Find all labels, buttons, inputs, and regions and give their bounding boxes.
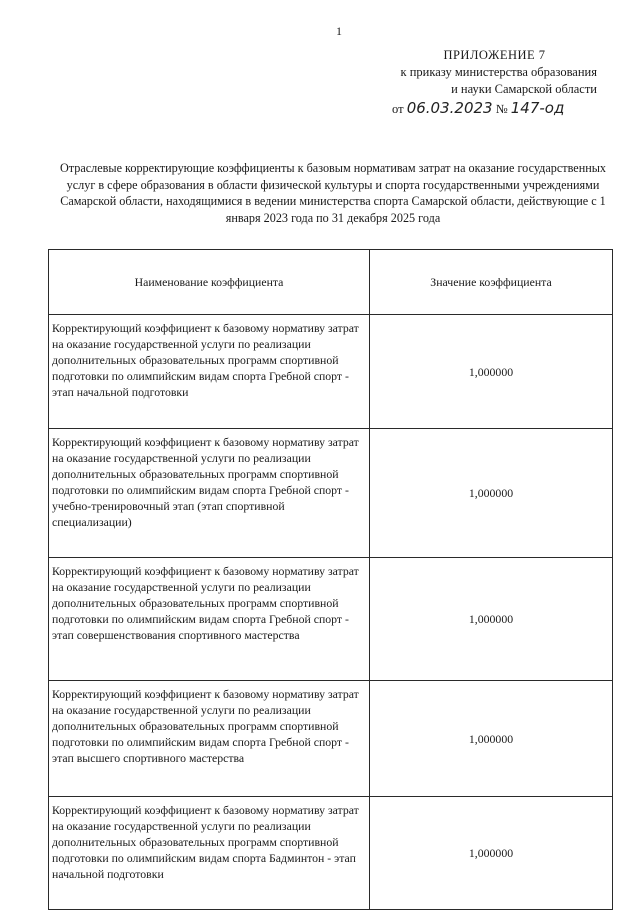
table-row [49, 797, 613, 910]
coefficient-name: Корректирующий коэффициент к базовому нормативу затрат на оказание государственной услуги по реализации дополнительных образовательных программ спортивной подготовки по олимпийским видам спорта Гребной спорт - этап высшего спортивного мастерства [49, 681, 370, 797]
table-row [49, 429, 613, 558]
coefficients-table [48, 249, 613, 910]
coefficient-value: 1,000000 [370, 797, 613, 910]
appendix-title: ПРИЛОЖЕНИЕ 7 [443, 48, 546, 62]
appendix-block [392, 47, 597, 98]
table-header-row [49, 250, 613, 315]
appendix-line-1: к приказу министерства образования [400, 65, 597, 79]
date-prefix: от [392, 102, 404, 116]
page-number: 1 [336, 24, 342, 38]
order-number: 147-од [510, 99, 565, 117]
coefficient-name: Корректирующий коэффициент к базовому нормативу затрат на оказание государственной услуги по реализации дополнительных образовательных программ спортивной подготовки по олимпийским видам спорта Бадминтон - этап начальной подготовки [49, 797, 370, 910]
table-row [49, 558, 613, 681]
document-title: Отраслевые корректирующие коэффициенты к базовым нормативам затрат на оказание государственных услуг в сфере образования в области физической культуры и спорта государственными учреждениями Самарской области, находящимися в ведении министерства спорта Самарской области, действующие с 1 января 2023 года по 31 декабря 2025 года [59, 161, 607, 225]
coefficient-value: 1,000000 [370, 315, 613, 429]
coefficient-value: 1,000000 [370, 558, 613, 681]
order-date-line [392, 99, 602, 117]
header-name: Наименование коэффициента [49, 250, 370, 315]
coefficient-name: Корректирующий коэффициент к базовому нормативу затрат на оказание государственной услуги по реализации дополнительных образовательных программ спортивной подготовки по олимпийским видам спорта Гребной спорт - этап совершенствования спортивного мастерства [49, 558, 370, 681]
coefficient-value: 1,000000 [370, 681, 613, 797]
header-value: Значение коэффициента [370, 250, 613, 315]
order-date: 06.03.2023 [406, 99, 493, 117]
coefficient-name: Корректирующий коэффициент к базовому нормативу затрат на оказание государственной услуги по реализации дополнительных образовательных программ спортивной подготовки по олимпийским видам спорта Гребной спорт - этап начальной подготовки [49, 315, 370, 429]
table-row [49, 681, 613, 797]
table-row [49, 315, 613, 429]
coefficient-name: Корректирующий коэффициент к базовому нормативу затрат на оказание государственной услуги по реализации дополнительных образовательных программ спортивной подготовки по олимпийским видам спорта Гребной спорт - учебно-тренировочный этап (этап спортивной специализации) [49, 429, 370, 558]
coefficient-value: 1,000000 [370, 429, 613, 558]
number-prefix: № [495, 102, 508, 116]
appendix-line-2: и науки Самарской области [451, 82, 597, 96]
